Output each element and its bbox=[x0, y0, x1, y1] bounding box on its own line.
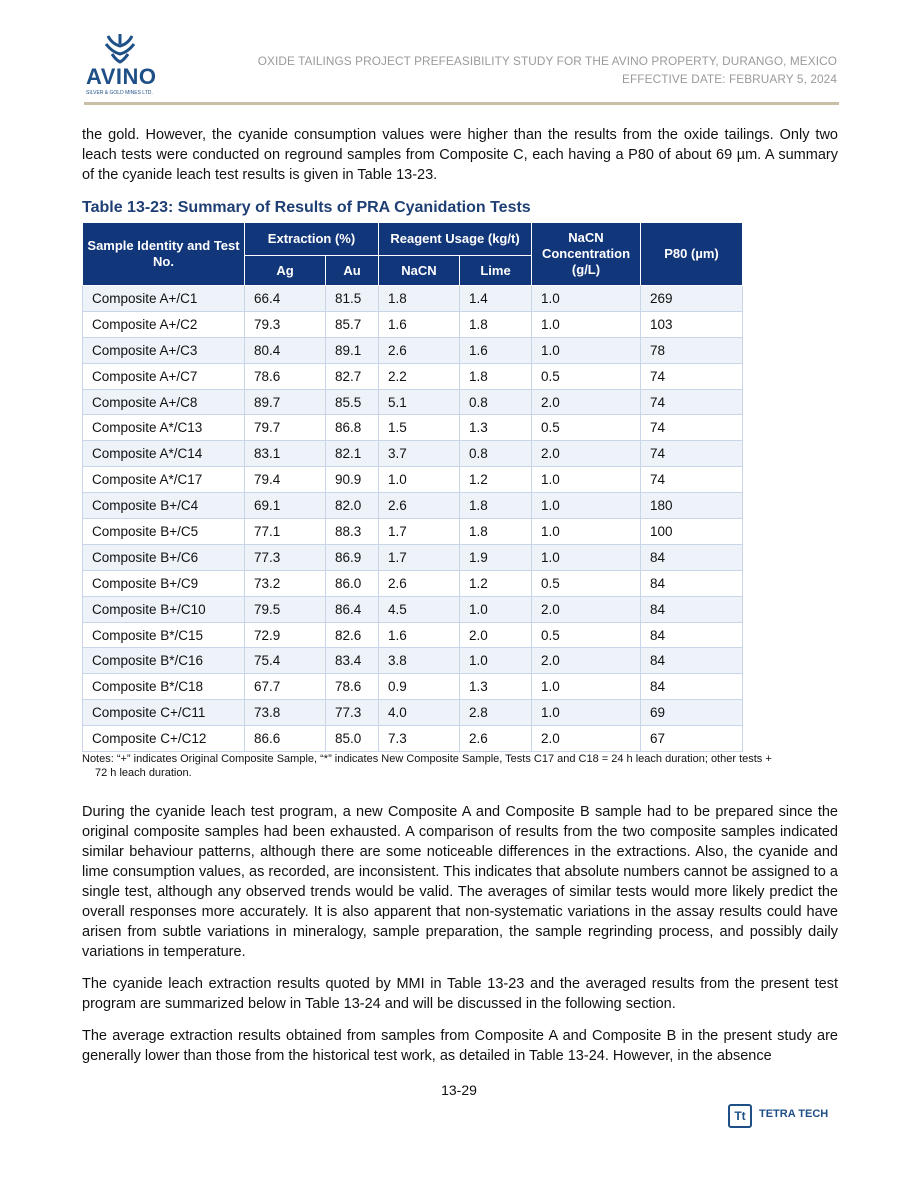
cell-concentration: 0.5 bbox=[532, 363, 641, 389]
cell-p80: 84 bbox=[641, 544, 743, 570]
cell-concentration: 1.0 bbox=[532, 674, 641, 700]
cell-ag: 73.2 bbox=[245, 570, 326, 596]
cell-concentration: 2.0 bbox=[532, 389, 641, 415]
cell-nacn: 0.9 bbox=[379, 674, 460, 700]
cell-au: 85.5 bbox=[326, 389, 379, 415]
cell-p80: 103 bbox=[641, 311, 743, 337]
cell-au: 85.7 bbox=[326, 311, 379, 337]
table-row bbox=[83, 570, 743, 596]
cell-au: 86.0 bbox=[326, 570, 379, 596]
cell-nacn: 1.7 bbox=[379, 519, 460, 545]
table-row bbox=[83, 544, 743, 570]
cell-ag: 69.1 bbox=[245, 493, 326, 519]
tetra-tech-logo bbox=[728, 1104, 838, 1130]
cell-au: 82.1 bbox=[326, 441, 379, 467]
cell-concentration: 0.5 bbox=[532, 622, 641, 648]
cell-au: 78.6 bbox=[326, 674, 379, 700]
cell-p80: 74 bbox=[641, 415, 743, 441]
cell-ag: 77.1 bbox=[245, 519, 326, 545]
cell-concentration: 2.0 bbox=[532, 726, 641, 752]
cell-p80: 180 bbox=[641, 493, 743, 519]
cell-concentration: 2.0 bbox=[532, 596, 641, 622]
cell-sample: Composite B+/C5 bbox=[83, 519, 245, 545]
table-row bbox=[83, 389, 743, 415]
cell-p80: 100 bbox=[641, 519, 743, 545]
cell-sample: Composite A+/C7 bbox=[83, 363, 245, 389]
cell-nacn: 1.0 bbox=[379, 467, 460, 493]
cell-au: 85.0 bbox=[326, 726, 379, 752]
cell-sample: Composite B+/C10 bbox=[83, 596, 245, 622]
cell-lime: 2.6 bbox=[460, 726, 532, 752]
cell-lime: 0.8 bbox=[460, 389, 532, 415]
cell-lime: 2.8 bbox=[460, 700, 532, 726]
cell-au: 86.9 bbox=[326, 544, 379, 570]
cell-sample: Composite B+/C6 bbox=[83, 544, 245, 570]
table-row bbox=[83, 467, 743, 493]
table-row bbox=[83, 337, 743, 363]
cell-p80: 84 bbox=[641, 648, 743, 674]
table-title: Table 13-23: Summary of Results of PRA Cyanidation Tests bbox=[82, 199, 531, 216]
cell-nacn: 1.5 bbox=[379, 415, 460, 441]
cell-sample: Composite A+/C3 bbox=[83, 337, 245, 363]
cell-ag: 66.4 bbox=[245, 286, 326, 312]
cell-concentration: 1.0 bbox=[532, 700, 641, 726]
cell-sample: Composite A+/C1 bbox=[83, 286, 245, 312]
table-row bbox=[83, 363, 743, 389]
cell-p80: 69 bbox=[641, 700, 743, 726]
page-number: 13-29 bbox=[441, 1082, 477, 1098]
cell-p80: 84 bbox=[641, 622, 743, 648]
cell-lime: 1.0 bbox=[460, 648, 532, 674]
header-reagent-usage: Reagent Usage (kg/t) bbox=[379, 223, 532, 256]
cell-nacn: 7.3 bbox=[379, 726, 460, 752]
cell-nacn: 4.0 bbox=[379, 700, 460, 726]
cell-p80: 74 bbox=[641, 467, 743, 493]
cell-au: 81.5 bbox=[326, 286, 379, 312]
avino-logo bbox=[84, 34, 158, 98]
table-row bbox=[83, 674, 743, 700]
cell-p80: 67 bbox=[641, 726, 743, 752]
cell-nacn: 2.6 bbox=[379, 337, 460, 363]
table-row bbox=[83, 726, 743, 752]
cell-lime: 1.2 bbox=[460, 570, 532, 596]
cell-ag: 79.7 bbox=[245, 415, 326, 441]
cell-lime: 2.0 bbox=[460, 622, 532, 648]
cell-p80: 78 bbox=[641, 337, 743, 363]
tetra-tech-wordmark: TETRA TECH bbox=[759, 1108, 829, 1120]
cell-ag: 80.4 bbox=[245, 337, 326, 363]
cell-concentration: 1.0 bbox=[532, 493, 641, 519]
cell-lime: 0.8 bbox=[460, 441, 532, 467]
cell-p80: 74 bbox=[641, 363, 743, 389]
cell-ag: 79.3 bbox=[245, 311, 326, 337]
cell-lime: 1.4 bbox=[460, 286, 532, 312]
results-table bbox=[82, 222, 743, 752]
table-row bbox=[83, 622, 743, 648]
header-lime: Lime bbox=[460, 256, 532, 286]
paragraph-4: The average extraction results obtained from samples from Composite A and Composite B in the present study are generally lower than those from the historical test work, as detailed in Table 13-24. However, in the absence bbox=[82, 1028, 838, 1064]
cell-ag: 89.7 bbox=[245, 389, 326, 415]
cell-au: 82.0 bbox=[326, 493, 379, 519]
cell-lime: 1.9 bbox=[460, 544, 532, 570]
cell-sample: Composite A*/C14 bbox=[83, 441, 245, 467]
cell-au: 77.3 bbox=[326, 700, 379, 726]
paragraph-2: During the cyanide leach test program, a new Composite A and Composite B sample had to be prepared since the original composite samples had been exhausted. A comparison of results from the two composite samples indicated similar behaviour patterns, although there are some noticeable differences in the extractions. Also, the cyanide and lime consumption values, as recorded, are inconsistent. This indicates that absolute numbers cannot be assigned to a single test, although any observed trends would be valid. The averages of similar tests would more likely predict the overall responses more accurately. It is also apparent that non-systematic variations in the assay results could have arisen from subtle variations in mineralogy, sample preparation, the sample regrinding process, and possibly daily variations in temperature. bbox=[82, 804, 838, 960]
header-nacn-concentration: NaCN Concentration (g/L) bbox=[532, 223, 641, 286]
cell-concentration: 1.0 bbox=[532, 311, 641, 337]
cell-nacn: 1.6 bbox=[379, 622, 460, 648]
cell-ag: 83.1 bbox=[245, 441, 326, 467]
cell-au: 88.3 bbox=[326, 519, 379, 545]
cell-nacn: 5.1 bbox=[379, 389, 460, 415]
cell-lime: 1.8 bbox=[460, 493, 532, 519]
header-line-2: EFFECTIVE DATE: FEBRUARY 5, 2024 bbox=[622, 72, 837, 86]
table-row bbox=[83, 286, 743, 312]
cell-ag: 75.4 bbox=[245, 648, 326, 674]
cell-au: 86.8 bbox=[326, 415, 379, 441]
cell-lime: 1.8 bbox=[460, 311, 532, 337]
cell-lime: 1.2 bbox=[460, 467, 532, 493]
table-notes bbox=[82, 752, 842, 780]
cell-p80: 84 bbox=[641, 596, 743, 622]
cell-nacn: 1.8 bbox=[379, 286, 460, 312]
cell-nacn: 2.6 bbox=[379, 493, 460, 519]
table-row bbox=[83, 493, 743, 519]
cell-concentration: 0.5 bbox=[532, 570, 641, 596]
cell-concentration: 2.0 bbox=[532, 441, 641, 467]
table-row bbox=[83, 596, 743, 622]
cell-au: 83.4 bbox=[326, 648, 379, 674]
cell-ag: 79.4 bbox=[245, 467, 326, 493]
cell-nacn: 3.7 bbox=[379, 441, 460, 467]
page-header bbox=[0, 0, 918, 110]
avino-logo-icon bbox=[102, 34, 138, 64]
cell-concentration: 1.0 bbox=[532, 286, 641, 312]
cell-sample: Composite B*/C18 bbox=[83, 674, 245, 700]
cell-concentration: 0.5 bbox=[532, 415, 641, 441]
cell-au: 90.9 bbox=[326, 467, 379, 493]
tetra-tech-mark-icon: Tt bbox=[728, 1104, 752, 1128]
table-body bbox=[83, 286, 743, 752]
cell-p80: 74 bbox=[641, 389, 743, 415]
cell-concentration: 1.0 bbox=[532, 544, 641, 570]
cell-au: 86.4 bbox=[326, 596, 379, 622]
cell-sample: Composite A+/C2 bbox=[83, 311, 245, 337]
cell-concentration: 1.0 bbox=[532, 337, 641, 363]
header-text bbox=[258, 52, 837, 88]
header-sample-identity: Sample Identity and Test No. bbox=[83, 223, 245, 286]
header-ag: Ag bbox=[245, 256, 326, 286]
cell-lime: 1.3 bbox=[460, 415, 532, 441]
cell-p80: 84 bbox=[641, 674, 743, 700]
cell-au: 82.7 bbox=[326, 363, 379, 389]
cell-sample: Composite A*/C17 bbox=[83, 467, 245, 493]
cell-lime: 1.8 bbox=[460, 363, 532, 389]
notes-line-1: Notes: “+” indicates Original Composite Sample, “*” indicates New Composite Sample, Tests C17 and C18 = 24 h leach duration; other tests + bbox=[82, 753, 772, 765]
cell-sample: Composite C+/C12 bbox=[83, 726, 245, 752]
cell-nacn: 4.5 bbox=[379, 596, 460, 622]
cell-p80: 74 bbox=[641, 441, 743, 467]
header-line-1: OXIDE TAILINGS PROJECT PREFEASIBILITY STUDY FOR THE AVINO PROPERTY, DURANGO, MEXICO bbox=[257, 54, 837, 68]
cell-nacn: 3.8 bbox=[379, 648, 460, 674]
cell-sample: Composite B*/C15 bbox=[83, 622, 245, 648]
cell-concentration: 1.0 bbox=[532, 519, 641, 545]
cell-concentration: 1.0 bbox=[532, 467, 641, 493]
cell-sample: Composite A+/C8 bbox=[83, 389, 245, 415]
cell-p80: 84 bbox=[641, 570, 743, 596]
cell-lime: 1.3 bbox=[460, 674, 532, 700]
cell-ag: 86.6 bbox=[245, 726, 326, 752]
header-au: Au bbox=[326, 256, 379, 286]
paragraph-3: The cyanide leach extraction results quoted by MMI in Table 13-23 and the averaged results from the present test program are summarized below in Table 13-24 and will be discussed in the following section. bbox=[82, 976, 838, 1012]
cell-sample: Composite A*/C13 bbox=[83, 415, 245, 441]
notes-line-2: 72 h leach duration. bbox=[95, 767, 192, 779]
logo-wordmark: AVINO bbox=[86, 64, 157, 89]
paragraph-intro: the gold. However, the cyanide consumption values were higher than the results from the oxide tailings. Only two leach tests were conducted on reground samples from Composite C, each having a P80 of about 69 µm. A summary of the cyanide leach test results is given in Table 13-23. bbox=[82, 127, 838, 183]
table-row bbox=[83, 415, 743, 441]
cell-lime: 1.6 bbox=[460, 337, 532, 363]
cell-ag: 73.8 bbox=[245, 700, 326, 726]
cell-lime: 1.8 bbox=[460, 519, 532, 545]
header-rule bbox=[84, 102, 839, 105]
cell-ag: 72.9 bbox=[245, 622, 326, 648]
header-nacn: NaCN bbox=[379, 256, 460, 286]
cell-sample: Composite B+/C4 bbox=[83, 493, 245, 519]
table-row bbox=[83, 311, 743, 337]
cell-nacn: 1.6 bbox=[379, 311, 460, 337]
cell-au: 89.1 bbox=[326, 337, 379, 363]
cell-lime: 1.0 bbox=[460, 596, 532, 622]
cell-p80: 269 bbox=[641, 286, 743, 312]
cell-ag: 67.7 bbox=[245, 674, 326, 700]
cell-sample: Composite C+/C11 bbox=[83, 700, 245, 726]
table-row bbox=[83, 700, 743, 726]
cell-ag: 79.5 bbox=[245, 596, 326, 622]
logo-subtitle: SILVER & GOLD MINES LTD. bbox=[86, 90, 153, 96]
cell-nacn: 2.6 bbox=[379, 570, 460, 596]
cell-sample: Composite B+/C9 bbox=[83, 570, 245, 596]
cell-au: 82.6 bbox=[326, 622, 379, 648]
cell-ag: 78.6 bbox=[245, 363, 326, 389]
header-extraction: Extraction (%) bbox=[245, 223, 379, 256]
table-row bbox=[83, 648, 743, 674]
table-row bbox=[83, 519, 743, 545]
cell-sample: Composite B*/C16 bbox=[83, 648, 245, 674]
header-p80: P80 (µm) bbox=[641, 223, 743, 286]
table-row bbox=[83, 441, 743, 467]
cell-ag: 77.3 bbox=[245, 544, 326, 570]
cell-nacn: 1.7 bbox=[379, 544, 460, 570]
cell-concentration: 2.0 bbox=[532, 648, 641, 674]
cell-nacn: 2.2 bbox=[379, 363, 460, 389]
